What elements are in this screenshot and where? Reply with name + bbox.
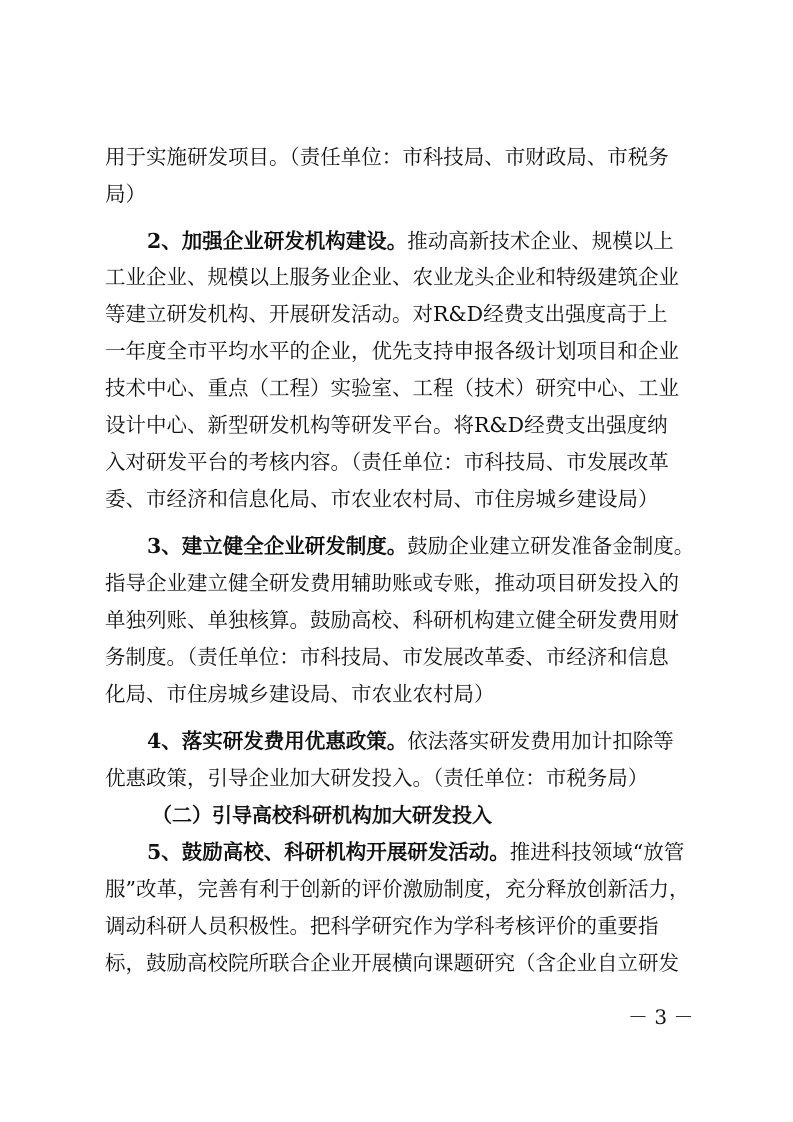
text-line: 委、市经济和信息化局、市农业农村局、市住房城乡建设局） (105, 487, 659, 511)
text-segment: 推进科技领域“放管 (509, 840, 685, 864)
text-line: 指导企业建立健全研发费用辅助账或专账，推动项目研发投入的 (105, 571, 679, 595)
text-line: 设计中心、新型研发机构等研发平台。将R&D经费支出强度纳 (105, 413, 668, 437)
item-heading: 2、加强企业研发机构建设。 (147, 229, 408, 253)
text-line: 用于实施研发项目。（责任单位：市科技局、市财政局、市税务 (105, 145, 669, 169)
text-line: 标，鼓励高校院所联合企业开展横向课题研究（含企业自立研发 (105, 951, 679, 975)
item-heading: 3、建立健全企业研发制度。 (147, 534, 408, 558)
text-line: 调动科研人员积极性。把科学研究作为学科考核评价的重要指 (105, 914, 659, 938)
text-line: 一年度全市平均水平的企业，优先支持申报各级计划项目和企业 (105, 339, 679, 363)
item-heading: 4、落实研发费用优惠政策。 (147, 729, 408, 753)
text-segment: 推动高新技术企业、规模以上 (407, 229, 674, 253)
text-line: 入对研发平台的考核内容。（责任单位：市科技局、市发展改革 (105, 450, 669, 474)
page-number: － 3 － (628, 1005, 694, 1029)
paragraph-item-4-first-line (147, 728, 695, 754)
text-line: 单独列账、单独核算。鼓励高校、科研机构建立健全研发费用财 (105, 608, 679, 632)
text-line: 技术中心、重点（工程）实验室、工程（技术）研究中心、工业 (105, 376, 679, 400)
text-line: 服”改革，完善有利于创新的评价激励制度，充分释放创新活力， (105, 877, 690, 901)
paragraph-item-3-first-line (147, 533, 695, 559)
text-line: 化局、市住房城乡建设局、市农业农村局） (105, 682, 495, 706)
section-heading: （二）引导高校科研机构加大研发投入 (152, 803, 492, 827)
text-line: 等建立研发机构、开展研发活动。对R&D经费支出强度高于上 (105, 302, 668, 326)
text-line: 工业企业、规模以上服务业企业、农业龙头企业和特级建筑企业 (105, 265, 679, 289)
paragraph-item-5-first-line (147, 839, 695, 865)
item-heading: 5、鼓励高校、科研机构开展研发活动。 (147, 840, 510, 864)
text-line: 局） (105, 182, 146, 206)
paragraph-item-2-first-line (147, 228, 695, 254)
text-segment: 鼓励企业建立研发准备金制度。 (407, 534, 695, 558)
text-line: 务制度。（责任单位：市科技局、市发展改革委、市经济和信息 (105, 645, 669, 669)
text-segment: 依法落实研发费用加计扣除等 (407, 729, 674, 753)
text-line: 优惠政策，引导企业加大研发投入。（责任单位：市税务局） (105, 766, 649, 790)
